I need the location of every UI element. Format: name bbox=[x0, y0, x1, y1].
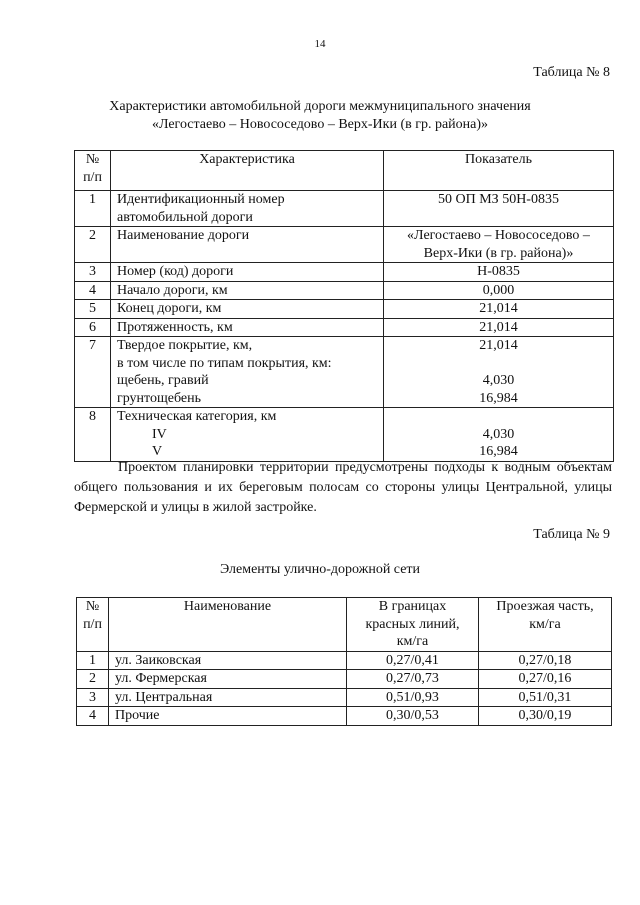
row-num: 1 bbox=[75, 191, 111, 227]
row-name: Протяженность, км bbox=[111, 318, 384, 337]
row-value: 21,014 bbox=[384, 318, 614, 337]
row-num: 3 bbox=[77, 688, 109, 707]
row-name: Техническая категория, км IV V bbox=[111, 408, 384, 462]
table-row bbox=[75, 263, 614, 282]
row-name: ул. Заиковская bbox=[109, 651, 347, 670]
table8-title: Характеристики автомобильной дороги межмуниципального значения «Легостаево – Новососедово – Верх-Ики (в гр. района)» bbox=[109, 99, 531, 132]
table-header-row bbox=[75, 151, 614, 191]
table-row bbox=[77, 651, 612, 670]
row-red-lines: 0,27/0,73 bbox=[347, 670, 479, 689]
table-row bbox=[75, 191, 614, 227]
table-row bbox=[75, 318, 614, 337]
header-roadway: Проезжая часть, км/га bbox=[479, 598, 612, 652]
row-value: 21,014 bbox=[384, 300, 614, 319]
row-value: 4,030 16,984 bbox=[384, 408, 614, 462]
page-number: 14 bbox=[314, 38, 326, 50]
row-name: Твердое покрытие, км, в том числе по типам покрытия, км: щебень, гравий грунтощебень bbox=[111, 337, 384, 408]
header-name: Наименование bbox=[109, 598, 347, 652]
row-value: 50 ОП МЗ 50Н-0835 bbox=[384, 191, 614, 227]
row-value: «Легостаево – Новососедово – Верх-Ики (в гр. района)» bbox=[384, 227, 614, 263]
row-num: 7 bbox=[75, 337, 111, 408]
header-red-lines: В границах красных линий, км/га bbox=[347, 598, 479, 652]
row-roadway: 0,51/0,31 bbox=[479, 688, 612, 707]
row-name: Начало дороги, км bbox=[111, 281, 384, 300]
row-num: 4 bbox=[77, 707, 109, 726]
body-paragraph: Проектом планировки территории предусмотрены подходы к водным объектам общего пользования и их береговым полосам со стороны улицы Центральной, улицы Фермерской и улицы в жилой застройке. bbox=[74, 460, 612, 515]
table8-label: Таблица № 8 bbox=[533, 65, 610, 80]
row-roadway: 0,30/0,19 bbox=[479, 707, 612, 726]
table-header-row bbox=[77, 598, 612, 652]
header-value: Показатель bbox=[384, 151, 614, 191]
row-roadway: 0,27/0,18 bbox=[479, 651, 612, 670]
table-row bbox=[77, 707, 612, 726]
row-name: Идентификационный номер автомобильной дороги bbox=[111, 191, 384, 227]
table9-title: Элементы улично-дорожной сети bbox=[219, 562, 421, 577]
row-name: Номер (код) дороги bbox=[111, 263, 384, 282]
row-num: 2 bbox=[77, 670, 109, 689]
row-red-lines: 0,51/0,93 bbox=[347, 688, 479, 707]
row-value: Н-0835 bbox=[384, 263, 614, 282]
header-characteristic: Характеристика bbox=[111, 151, 384, 191]
table-row bbox=[75, 337, 614, 408]
street-network-table bbox=[76, 597, 612, 726]
row-red-lines: 0,30/0,53 bbox=[347, 707, 479, 726]
row-num: 2 bbox=[75, 227, 111, 263]
header-num: № п/п bbox=[75, 151, 111, 191]
table-row bbox=[75, 408, 614, 462]
header-num: № п/п bbox=[77, 598, 109, 652]
row-num: 3 bbox=[75, 263, 111, 282]
row-red-lines: 0,27/0,41 bbox=[347, 651, 479, 670]
row-value: 21,014 4,030 16,984 bbox=[384, 337, 614, 408]
row-num: 5 bbox=[75, 300, 111, 319]
table-row bbox=[75, 227, 614, 263]
row-num: 1 bbox=[77, 651, 109, 670]
row-roadway: 0,27/0,16 bbox=[479, 670, 612, 689]
row-num: 6 bbox=[75, 318, 111, 337]
road-characteristics-table bbox=[74, 150, 614, 462]
row-name: ул. Фермерская bbox=[109, 670, 347, 689]
row-num: 4 bbox=[75, 281, 111, 300]
table-row bbox=[75, 281, 614, 300]
table9-label: Таблица № 9 bbox=[533, 527, 610, 542]
row-name: Прочие bbox=[109, 707, 347, 726]
table-row bbox=[77, 688, 612, 707]
table-row bbox=[75, 300, 614, 319]
row-name: ул. Центральная bbox=[109, 688, 347, 707]
row-num: 8 bbox=[75, 408, 111, 462]
table-row bbox=[77, 670, 612, 689]
row-name: Наименование дороги bbox=[111, 227, 384, 263]
row-name: Конец дороги, км bbox=[111, 300, 384, 319]
row-value: 0,000 bbox=[384, 281, 614, 300]
